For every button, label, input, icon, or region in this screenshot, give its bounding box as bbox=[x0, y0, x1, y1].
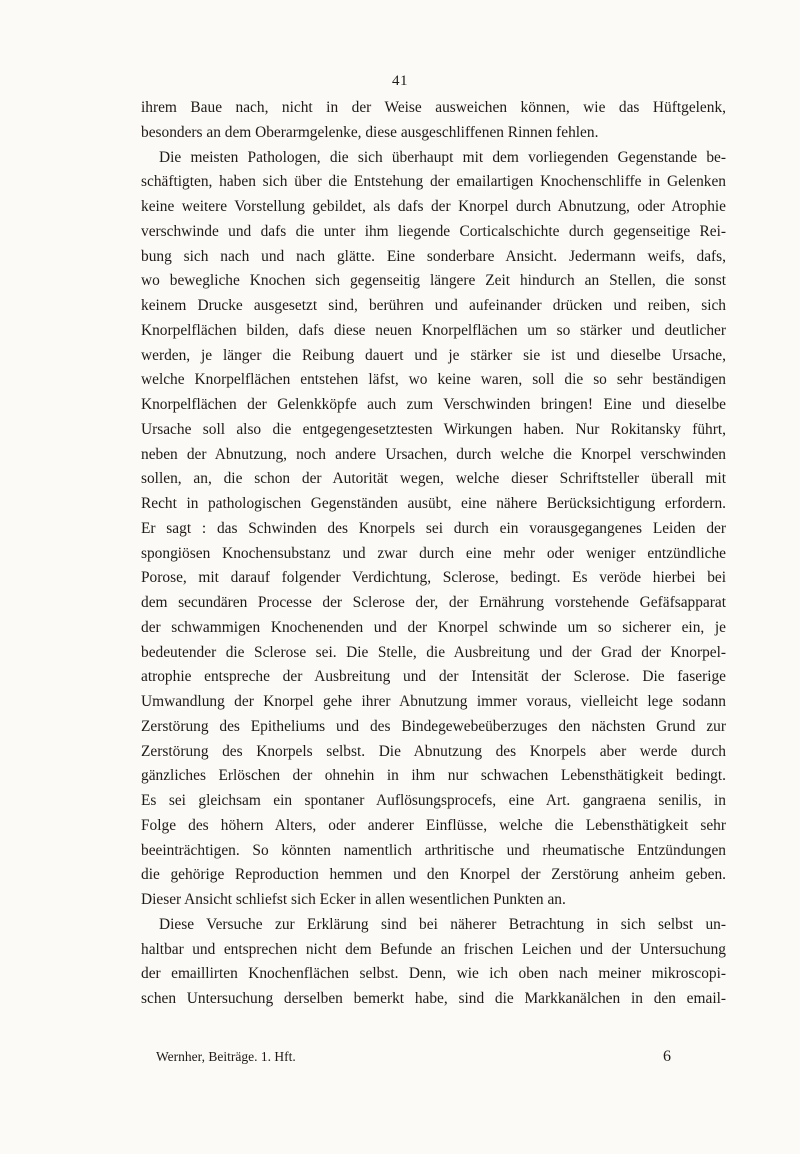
text-line: Umwandlung der Knorpel gehe ihrer Abnutzung immer voraus, vielleicht lege sodann bbox=[141, 693, 726, 710]
text-line: verschwinde und dafs die unter ihm liegende Corticalschichte durch gegenseitige Rei- bbox=[141, 222, 726, 240]
text-line: Es sei gleichsam ein spontaner Auflösungsprocefs, eine Art. gangraena senilis, in bbox=[141, 792, 726, 809]
text-line: werden, je länger die Reibung dauert und je stärker sie ist und dieselbe Ursache, bbox=[141, 346, 726, 364]
text-line: der schwammigen Knochenenden und der Knorpel schwinde um so sicherer ein, je bbox=[141, 618, 726, 636]
text-line: der emaillirten Knochenflächen selbst. Denn, wie ich oben nach meiner mikroscopi- bbox=[141, 965, 726, 983]
text-line: bedeutender die Sclerose sei. Die Stelle, die Ausbreitung und der Grad der Knorpel- bbox=[141, 643, 726, 661]
text-line: Zerstörung des Epitheliums und des Bindegewebeüberzuges den nächsten Grund zur bbox=[141, 717, 726, 735]
text-line: haltbar und entsprechen nicht dem Befunde an frischen Leichen und der Untersuchung bbox=[141, 940, 726, 958]
text-line: beeinträchtigen. So könnten namentlich arthritische und rheumatische Entzündungen bbox=[141, 841, 726, 859]
text-line: neben der Abnutzung, noch andere Ursachen, durch welche die Knorpel verschwinden bbox=[141, 445, 726, 463]
text-line: Er sagt : das Schwinden des Knorpels sei durch ein vorausgegangenes Leiden der bbox=[141, 519, 726, 537]
text-line: Die meisten Pathologen, die sich überhaupt mit dem vorliegenden Gegenstande be- bbox=[159, 148, 726, 166]
text-line: keinem Drucke ausgesetzt sind, berühren und aufeinander drücken und reiben, sich bbox=[141, 297, 726, 314]
text-line: ihrem Baue nach, nicht in der Weise ausweichen können, wie das Hüftgelenk, bbox=[141, 99, 726, 116]
text-line: Folge des höhern Alters, oder anderer Einflüsse, welche die Lebensthätigkeit sehr bbox=[141, 816, 726, 834]
text-line: Recht in pathologischen Gegenständen ausübt, eine nähere Berücksichtigung erfordern. bbox=[141, 495, 726, 512]
paragraph bbox=[141, 913, 726, 1012]
paragraph bbox=[141, 96, 726, 146]
signature-mark: 6 bbox=[663, 1048, 671, 1065]
text-line: Diese Versuche zur Erklärung sind bei näherer Betrachtung in sich selbst un- bbox=[159, 915, 726, 933]
text-line: Dieser Ansicht schliefst sich Ecker in allen wesentlichen Punkten an. bbox=[141, 891, 566, 908]
text-line: welche Knorpelflächen entstehen läfst, wo keine waren, soll die so sehr beständigen bbox=[141, 371, 726, 389]
text-line: besonders an dem Oberarmgelenke, diese ausgeschliffenen Rinnen fehlen. bbox=[141, 123, 599, 141]
paragraph bbox=[141, 146, 726, 913]
text-line: wo bewegliche Knochen sich gegenseitig längere Zeit hindurch an Stellen, die sonst bbox=[141, 272, 726, 290]
text-line: bung sich nach und nach glätte. Eine sonderbare Ansicht. Jedermann weifs, dafs, bbox=[141, 247, 726, 265]
text-line: Knorpelflächen der Gelenkköpfe auch zum Verschwinden bringen! Eine und dieselbe bbox=[141, 396, 726, 413]
text-line: keine weitere Vorstellung gebildet, als dafs der Knorpel durch Abnutzung, oder Atrophie bbox=[141, 198, 726, 215]
page-footer bbox=[156, 1048, 671, 1066]
text-line: Porose, mit darauf folgender Verdichtung, Sclerose, bedingt. Es veröde hierbei bei bbox=[141, 569, 726, 587]
body-text bbox=[141, 96, 726, 1012]
text-line: Zerstörung des Knorpels selbst. Die Abnutzung des Knorpels aber werde durch bbox=[141, 742, 726, 760]
text-line: Knorpelflächen bilden, dafs diese neuen Knorpelflächen um so stärker und deutlicher bbox=[141, 321, 726, 339]
text-line: Ursache soll also die entgegengesetztesten Wirkungen haben. Nur Rokitansky führt, bbox=[141, 420, 726, 438]
text-line: die gehörige Reproduction hemmen und den Knorpel der Zerstörung anheim geben. bbox=[141, 866, 726, 884]
footer-citation: Wernher, Beiträge. 1. Hft. bbox=[156, 1049, 296, 1064]
text-line: schäftigten, haben sich über die Entstehung der emailartigen Knochenschliffe in Gelenken bbox=[141, 173, 726, 191]
text-line: gänzliches Erlöschen der ohnehin in ihm nur schwachen Lebensthätigkeit bedingt. bbox=[141, 767, 726, 785]
text-line: dem secundären Processe der Sclerose der, der Ernährung vorstehende Gefäfsapparat bbox=[141, 594, 726, 611]
text-line: sollen, an, die schon der Autorität wegen, welche dieser Schriftsteller überall mit bbox=[141, 470, 726, 488]
page-number: 41 bbox=[392, 73, 408, 89]
text-line: schen Untersuchung derselben bemerkt habe, sind die Markkanälchen in den email- bbox=[141, 990, 726, 1007]
text-line: spongiösen Knochensubstanz und zwar durch eine mehr oder weniger entzündliche bbox=[141, 544, 726, 562]
text-line: atrophie entspreche der Ausbreitung und der Intensität der Sclerose. Die faserige bbox=[141, 668, 726, 686]
